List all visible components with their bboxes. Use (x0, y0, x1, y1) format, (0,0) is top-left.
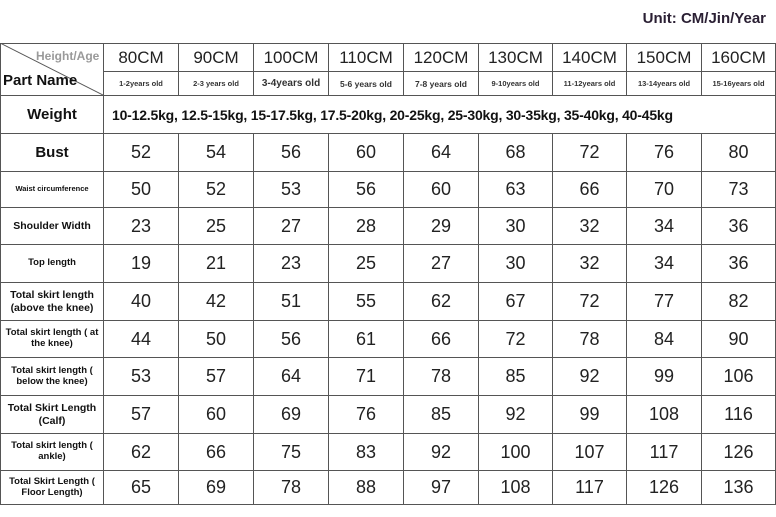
table-cell: 67 (479, 283, 553, 321)
size-row (1, 44, 776, 72)
table-cell: 23 (104, 208, 179, 245)
table-cell: 32 (553, 208, 627, 245)
age-header: 15-16years old (702, 72, 776, 96)
table-cell: 117 (627, 434, 702, 471)
table-cell: 88 (329, 471, 404, 505)
table-cell: 50 (104, 172, 179, 208)
table-cell: 64 (254, 358, 329, 396)
size-header: 160CM (702, 44, 776, 72)
table-cell: 72 (553, 134, 627, 172)
table-cell: 107 (553, 434, 627, 471)
weight-row (1, 96, 776, 134)
table-row (1, 396, 776, 434)
table-cell: 75 (254, 434, 329, 471)
table-cell: 72 (479, 321, 553, 358)
table-cell: 60 (329, 134, 404, 172)
table-row (1, 172, 776, 208)
table-cell: 27 (404, 245, 479, 283)
table-cell: 56 (254, 134, 329, 172)
table-cell: 52 (104, 134, 179, 172)
size-header: 90CM (179, 44, 254, 72)
table-cell: 68 (479, 134, 553, 172)
table-cell: 71 (329, 358, 404, 396)
table-cell: 85 (479, 358, 553, 396)
table-cell: 90 (702, 321, 776, 358)
table-cell: 40 (104, 283, 179, 321)
table-cell: 53 (254, 172, 329, 208)
table-cell: 108 (627, 396, 702, 434)
table-cell: 25 (329, 245, 404, 283)
size-header: 120CM (404, 44, 479, 72)
table-cell: 54 (179, 134, 254, 172)
table-cell: 57 (179, 358, 254, 396)
table-cell: 117 (553, 471, 627, 505)
table-cell: 21 (179, 245, 254, 283)
table-cell: 72 (553, 283, 627, 321)
table-cell: 23 (254, 245, 329, 283)
table-cell: 62 (404, 283, 479, 321)
table-cell: 50 (179, 321, 254, 358)
size-chart-table (0, 43, 776, 505)
header-part-name-label: Part Name (3, 72, 78, 89)
row-label: Bust (1, 134, 104, 172)
table-row (1, 471, 776, 505)
table-cell: 83 (329, 434, 404, 471)
table-cell: 64 (404, 134, 479, 172)
table-cell: 126 (702, 434, 776, 471)
table-cell: 76 (329, 396, 404, 434)
size-header: 140CM (553, 44, 627, 72)
table-cell: 36 (702, 208, 776, 245)
table-cell: 52 (179, 172, 254, 208)
table-cell: 66 (553, 172, 627, 208)
table-row (1, 283, 776, 321)
table-cell: 77 (627, 283, 702, 321)
age-header: 3-4years old (254, 72, 329, 96)
table-cell: 100 (479, 434, 553, 471)
table-cell: 80 (702, 134, 776, 172)
table-cell: 44 (104, 321, 179, 358)
age-header: 1-2years old (104, 72, 179, 96)
table-cell: 34 (627, 208, 702, 245)
table-cell: 126 (627, 471, 702, 505)
age-header: 13-14years old (627, 72, 702, 96)
table-cell: 99 (553, 396, 627, 434)
table-row (1, 358, 776, 396)
age-header: 9-10years old (479, 72, 553, 96)
table-cell: 34 (627, 245, 702, 283)
row-label: Top length (1, 245, 104, 283)
row-label: Total Skirt Length (Calf) (1, 396, 104, 434)
table-cell: 85 (404, 396, 479, 434)
table-cell: 108 (479, 471, 553, 505)
row-label: Total Skirt Length ( Floor Length) (1, 471, 104, 505)
table-cell: 66 (179, 434, 254, 471)
table-cell: 19 (104, 245, 179, 283)
age-header: 5-6 years old (329, 72, 404, 96)
size-header: 110CM (329, 44, 404, 72)
row-label: Waist circumference (1, 172, 104, 208)
table-cell: 56 (329, 172, 404, 208)
table-cell: 99 (627, 358, 702, 396)
table-cell: 56 (254, 321, 329, 358)
table-cell: 92 (479, 396, 553, 434)
row-label: Total skirt length ( below the knee) (1, 358, 104, 396)
table-cell: 78 (404, 358, 479, 396)
table-cell: 136 (702, 471, 776, 505)
table-cell: 28 (329, 208, 404, 245)
table-cell: 27 (254, 208, 329, 245)
header-height-age-label: Height/Age (36, 49, 100, 63)
weight-values: 10-12.5kg, 12.5-15kg, 15-17.5kg, 17.5-20kg, 20-25kg, 25-30kg, 30-35kg, 35-40kg, 40-45kg (104, 96, 776, 134)
table-row (1, 134, 776, 172)
table-cell: 25 (179, 208, 254, 245)
table-cell: 30 (479, 245, 553, 283)
row-label: Total skirt length ( at the knee) (1, 321, 104, 358)
size-header: 130CM (479, 44, 553, 72)
table-cell: 53 (104, 358, 179, 396)
table-row (1, 434, 776, 471)
size-header: 150CM (627, 44, 702, 72)
row-label: Total skirt length ( ankle) (1, 434, 104, 471)
table-cell: 57 (104, 396, 179, 434)
table-cell: 76 (627, 134, 702, 172)
table-cell: 66 (404, 321, 479, 358)
table-row (1, 321, 776, 358)
size-header: 100CM (254, 44, 329, 72)
unit-label: Unit: CM/Jin/Year (642, 10, 766, 27)
table-cell: 60 (179, 396, 254, 434)
table-cell: 84 (627, 321, 702, 358)
table-cell: 78 (553, 321, 627, 358)
table-cell: 60 (404, 172, 479, 208)
age-row (1, 72, 776, 96)
table-cell: 70 (627, 172, 702, 208)
table-cell: 73 (702, 172, 776, 208)
table-cell: 42 (179, 283, 254, 321)
table-cell: 29 (404, 208, 479, 245)
row-label: Shoulder Width (1, 208, 104, 245)
table-cell: 69 (254, 396, 329, 434)
row-label-weight: Weight (1, 96, 104, 134)
table-cell: 62 (104, 434, 179, 471)
table-cell: 30 (479, 208, 553, 245)
table-cell: 106 (702, 358, 776, 396)
table-row (1, 245, 776, 283)
table-cell: 63 (479, 172, 553, 208)
table-cell: 116 (702, 396, 776, 434)
table-cell: 61 (329, 321, 404, 358)
table-cell: 92 (553, 358, 627, 396)
table-cell: 97 (404, 471, 479, 505)
table-cell: 65 (104, 471, 179, 505)
age-header: 7-8 years old (404, 72, 479, 96)
age-header: 2-3 years old (179, 72, 254, 96)
age-header: 11-12years old (553, 72, 627, 96)
table-row (1, 208, 776, 245)
size-header: 80CM (104, 44, 179, 72)
table-cell: 78 (254, 471, 329, 505)
table-cell: 55 (329, 283, 404, 321)
table-cell: 32 (553, 245, 627, 283)
table-cell: 51 (254, 283, 329, 321)
row-label: Total skirt length (above the knee) (1, 283, 104, 321)
table-cell: 36 (702, 245, 776, 283)
table-cell: 92 (404, 434, 479, 471)
table-cell: 82 (702, 283, 776, 321)
table-cell: 69 (179, 471, 254, 505)
